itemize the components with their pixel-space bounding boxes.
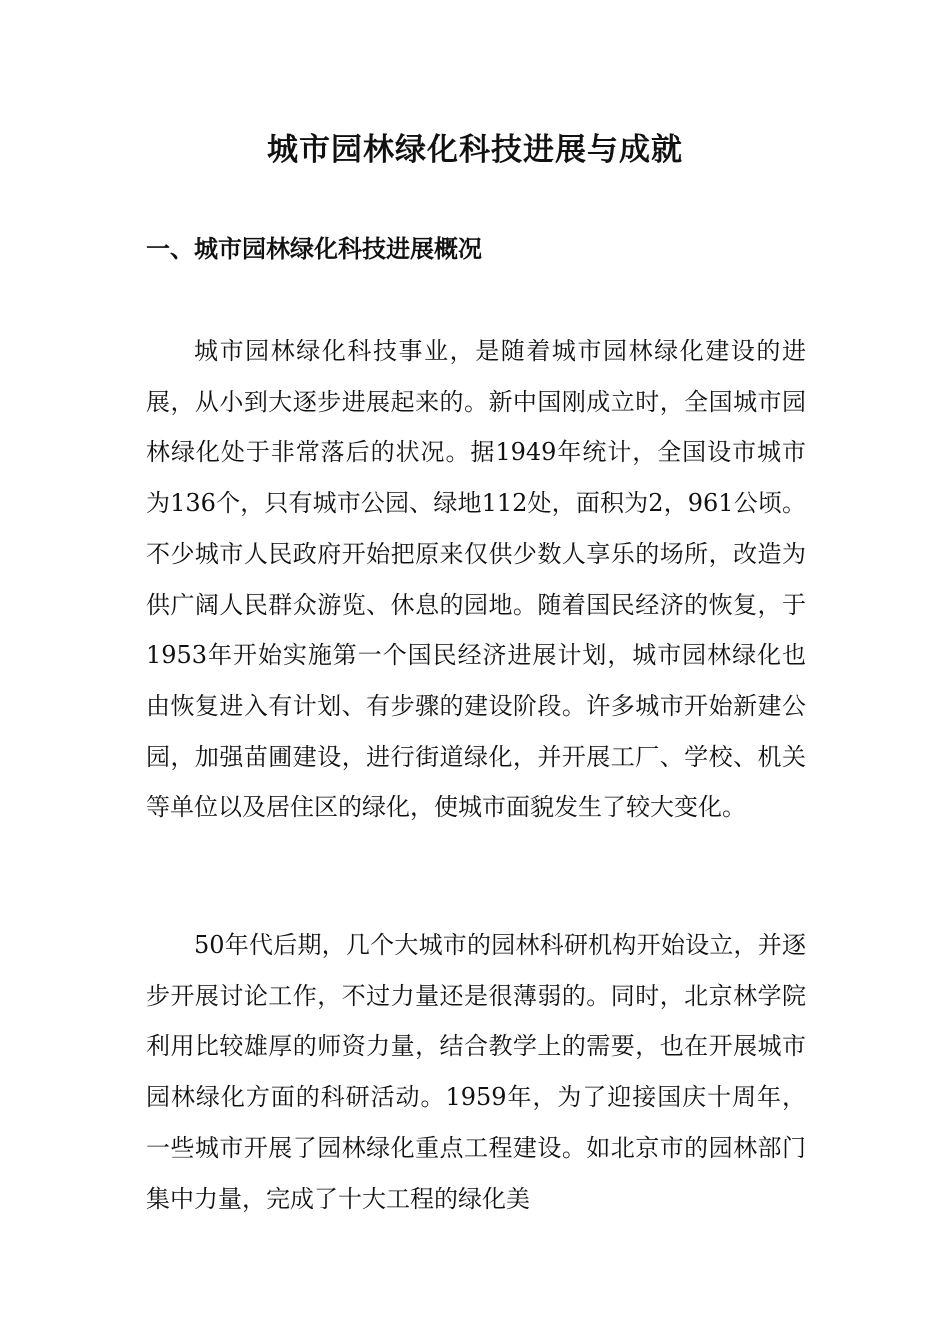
section-heading: 一、城市园林绿化科技进展概况	[146, 234, 482, 263]
body-paragraph: 城市园林绿化科技事业，是随着城市园林绿化建设的进展，从小到大逐步进展起来的。新中国刚成立时，全国城市园林绿化处于非常落后的状况。据1949年统计，全国设市城市为136个，只有城市公园、绿地112处，面积为2，961公顷。不少城市人民政府开始把原来仅供少数人享乐的场所，改造为供广阔人民群众游览、休息的园地。随着国民经济的恢复，于1953年开始实施第一个国民经济进展计划，城市园林绿化也由恢复进入有计划、有步骤的建设阶段。许多城市开始新建公园，加强苗圃建设，进行街道绿化，并开展工厂、学校、机关等单位以及居住区的绿化，使城市面貌发生了较大变化。	[146, 337, 806, 822]
body-paragraph: 50年代后期，几个大城市的园林科研机构开始设立，并逐步开展讨论工作，不过力量还是很薄弱的。同时，北京林学院利用比较雄厚的师资力量，结合教学上的需要，也在开展城市园林绿化方面的科研活动。1959年，为了迎接国庆十周年，一些城市开展了园林绿化重点工程建设。如北京市的园林部门集中力量，完成了十大工程的绿化美	[146, 931, 806, 1213]
document-title: 城市园林绿化科技进展与成就	[267, 132, 683, 168]
